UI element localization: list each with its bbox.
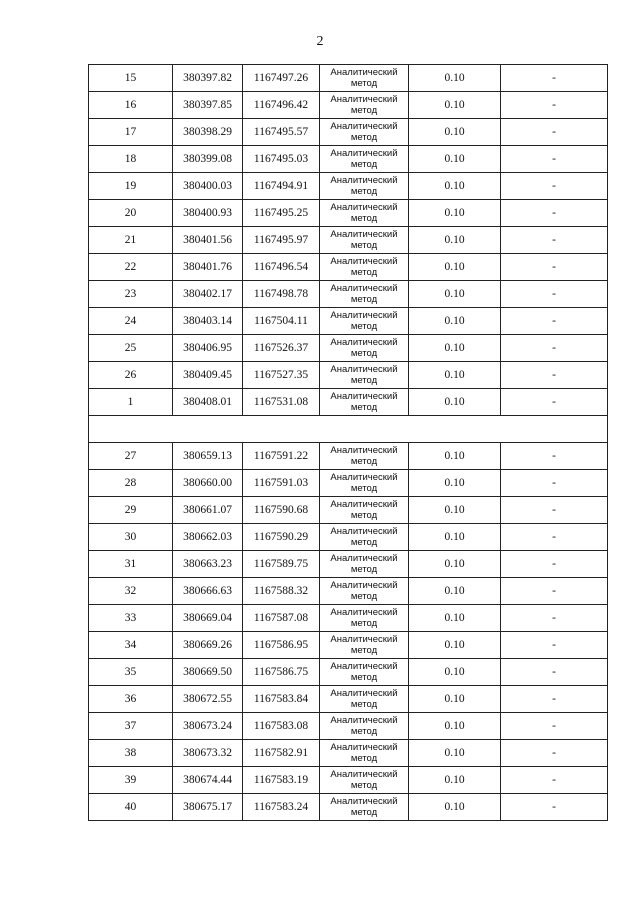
y-coordinate-cell: 1167583.08 bbox=[243, 713, 320, 740]
separator-row bbox=[89, 416, 608, 443]
x-coordinate-cell: 380408.01 bbox=[173, 389, 243, 416]
table-row bbox=[89, 686, 608, 713]
accuracy-cell: 0.10 bbox=[409, 497, 501, 524]
note-cell: - bbox=[501, 713, 608, 740]
accuracy-cell: 0.10 bbox=[409, 227, 501, 254]
method-cell bbox=[320, 524, 409, 551]
method-label-line1: Аналитический bbox=[330, 283, 398, 294]
method-cell bbox=[320, 767, 409, 794]
method-cell bbox=[320, 443, 409, 470]
method-cell bbox=[320, 173, 409, 200]
note-cell: - bbox=[501, 740, 608, 767]
table-row bbox=[89, 794, 608, 821]
method-cell bbox=[320, 65, 409, 92]
note-cell: - bbox=[501, 389, 608, 416]
note-cell: - bbox=[501, 632, 608, 659]
table-row bbox=[89, 659, 608, 686]
coordinates-table-body bbox=[89, 65, 608, 821]
method-label-line2: метод bbox=[350, 510, 378, 521]
y-coordinate-cell: 1167495.97 bbox=[243, 227, 320, 254]
note-cell: - bbox=[501, 605, 608, 632]
method-label-line1: Аналитический bbox=[330, 796, 398, 807]
y-coordinate-cell: 1167583.84 bbox=[243, 686, 320, 713]
method-cell bbox=[320, 713, 409, 740]
method-label-line1: Аналитический bbox=[330, 202, 398, 213]
x-coordinate-cell: 380406.95 bbox=[173, 335, 243, 362]
note-cell: - bbox=[501, 362, 608, 389]
accuracy-cell: 0.10 bbox=[409, 578, 501, 605]
method-cell bbox=[320, 200, 409, 227]
table-row bbox=[89, 443, 608, 470]
method-label-line1: Аналитический bbox=[330, 391, 398, 402]
method-label-line2: метод bbox=[350, 807, 378, 818]
method-cell bbox=[320, 551, 409, 578]
method-label-line1: Аналитический bbox=[330, 256, 398, 267]
note-cell: - bbox=[501, 65, 608, 92]
x-coordinate-cell: 380401.56 bbox=[173, 227, 243, 254]
point-number-cell: 36 bbox=[89, 686, 173, 713]
x-coordinate-cell: 380400.03 bbox=[173, 173, 243, 200]
accuracy-cell: 0.10 bbox=[409, 281, 501, 308]
point-number-cell: 17 bbox=[89, 119, 173, 146]
x-coordinate-cell: 380669.26 bbox=[173, 632, 243, 659]
note-cell: - bbox=[501, 227, 608, 254]
method-cell bbox=[320, 92, 409, 119]
table-row bbox=[89, 713, 608, 740]
table-row bbox=[89, 146, 608, 173]
method-label-line1: Аналитический bbox=[330, 67, 398, 78]
point-number-cell: 40 bbox=[89, 794, 173, 821]
method-cell bbox=[320, 605, 409, 632]
table-row bbox=[89, 308, 608, 335]
table-row bbox=[89, 740, 608, 767]
accuracy-cell: 0.10 bbox=[409, 632, 501, 659]
table-row bbox=[89, 200, 608, 227]
method-label-line2: метод bbox=[350, 132, 378, 143]
method-cell bbox=[320, 227, 409, 254]
accuracy-cell: 0.10 bbox=[409, 335, 501, 362]
note-cell: - bbox=[501, 146, 608, 173]
table-row bbox=[89, 470, 608, 497]
method-label-line1: Аналитический bbox=[330, 310, 398, 321]
accuracy-cell: 0.10 bbox=[409, 200, 501, 227]
method-label-line1: Аналитический bbox=[330, 121, 398, 132]
y-coordinate-cell: 1167587.08 bbox=[243, 605, 320, 632]
accuracy-cell: 0.10 bbox=[409, 254, 501, 281]
accuracy-cell: 0.10 bbox=[409, 686, 501, 713]
y-coordinate-cell: 1167494.91 bbox=[243, 173, 320, 200]
x-coordinate-cell: 380662.03 bbox=[173, 524, 243, 551]
method-label-line2: метод bbox=[350, 537, 378, 548]
accuracy-cell: 0.10 bbox=[409, 713, 501, 740]
point-number-cell: 24 bbox=[89, 308, 173, 335]
point-number-cell: 20 bbox=[89, 200, 173, 227]
table-row bbox=[89, 389, 608, 416]
point-number-cell: 23 bbox=[89, 281, 173, 308]
accuracy-cell: 0.10 bbox=[409, 362, 501, 389]
table-row bbox=[89, 65, 608, 92]
method-label-line2: метод bbox=[350, 780, 378, 791]
accuracy-cell: 0.10 bbox=[409, 470, 501, 497]
method-label-line1: Аналитический bbox=[330, 229, 398, 240]
y-coordinate-cell: 1167531.08 bbox=[243, 389, 320, 416]
y-coordinate-cell: 1167586.95 bbox=[243, 632, 320, 659]
accuracy-cell: 0.10 bbox=[409, 605, 501, 632]
accuracy-cell: 0.10 bbox=[409, 65, 501, 92]
y-coordinate-cell: 1167495.57 bbox=[243, 119, 320, 146]
y-coordinate-cell: 1167495.25 bbox=[243, 200, 320, 227]
method-cell bbox=[320, 335, 409, 362]
accuracy-cell: 0.10 bbox=[409, 92, 501, 119]
method-label-line2: метод bbox=[350, 159, 378, 170]
x-coordinate-cell: 380666.63 bbox=[173, 578, 243, 605]
table-row bbox=[89, 92, 608, 119]
point-number-cell: 26 bbox=[89, 362, 173, 389]
point-number-cell: 31 bbox=[89, 551, 173, 578]
x-coordinate-cell: 380660.00 bbox=[173, 470, 243, 497]
y-coordinate-cell: 1167498.78 bbox=[243, 281, 320, 308]
y-coordinate-cell: 1167504.11 bbox=[243, 308, 320, 335]
method-label-line1: Аналитический bbox=[330, 715, 398, 726]
method-cell bbox=[320, 146, 409, 173]
accuracy-cell: 0.10 bbox=[409, 308, 501, 335]
point-number-cell: 30 bbox=[89, 524, 173, 551]
note-cell: - bbox=[501, 308, 608, 335]
y-coordinate-cell: 1167591.03 bbox=[243, 470, 320, 497]
x-coordinate-cell: 380669.50 bbox=[173, 659, 243, 686]
x-coordinate-cell: 380409.45 bbox=[173, 362, 243, 389]
method-label-line2: метод bbox=[350, 753, 378, 764]
method-label-line1: Аналитический bbox=[330, 742, 398, 753]
method-label-line2: метод bbox=[350, 483, 378, 494]
method-cell bbox=[320, 281, 409, 308]
method-label-line1: Аналитический bbox=[330, 175, 398, 186]
method-cell bbox=[320, 470, 409, 497]
method-label-line2: метод bbox=[350, 618, 378, 629]
method-label-line1: Аналитический bbox=[330, 769, 398, 780]
y-coordinate-cell: 1167588.32 bbox=[243, 578, 320, 605]
y-coordinate-cell: 1167496.54 bbox=[243, 254, 320, 281]
x-coordinate-cell: 380403.14 bbox=[173, 308, 243, 335]
point-number-cell: 28 bbox=[89, 470, 173, 497]
x-coordinate-cell: 380659.13 bbox=[173, 443, 243, 470]
y-coordinate-cell: 1167583.19 bbox=[243, 767, 320, 794]
method-cell bbox=[320, 794, 409, 821]
method-label-line1: Аналитический bbox=[330, 364, 398, 375]
point-number-cell: 35 bbox=[89, 659, 173, 686]
method-cell bbox=[320, 362, 409, 389]
y-coordinate-cell: 1167495.03 bbox=[243, 146, 320, 173]
x-coordinate-cell: 380399.08 bbox=[173, 146, 243, 173]
method-cell bbox=[320, 659, 409, 686]
point-number-cell: 16 bbox=[89, 92, 173, 119]
y-coordinate-cell: 1167590.68 bbox=[243, 497, 320, 524]
point-number-cell: 38 bbox=[89, 740, 173, 767]
note-cell: - bbox=[501, 119, 608, 146]
point-number-cell: 18 bbox=[89, 146, 173, 173]
point-number-cell: 33 bbox=[89, 605, 173, 632]
x-coordinate-cell: 380674.44 bbox=[173, 767, 243, 794]
x-coordinate-cell: 380663.23 bbox=[173, 551, 243, 578]
x-coordinate-cell: 380673.24 bbox=[173, 713, 243, 740]
accuracy-cell: 0.10 bbox=[409, 146, 501, 173]
method-label-line2: метод bbox=[350, 267, 378, 278]
method-cell bbox=[320, 119, 409, 146]
note-cell: - bbox=[501, 497, 608, 524]
table-row bbox=[89, 524, 608, 551]
note-cell: - bbox=[501, 335, 608, 362]
x-coordinate-cell: 380400.93 bbox=[173, 200, 243, 227]
accuracy-cell: 0.10 bbox=[409, 740, 501, 767]
method-label-line2: метод bbox=[350, 375, 378, 386]
accuracy-cell: 0.10 bbox=[409, 794, 501, 821]
accuracy-cell: 0.10 bbox=[409, 767, 501, 794]
y-coordinate-cell: 1167586.75 bbox=[243, 659, 320, 686]
method-label-line2: метод bbox=[350, 564, 378, 575]
table-row bbox=[89, 551, 608, 578]
method-label-line2: метод bbox=[350, 78, 378, 89]
table-row bbox=[89, 767, 608, 794]
method-label-line1: Аналитический bbox=[330, 661, 398, 672]
x-coordinate-cell: 380669.04 bbox=[173, 605, 243, 632]
note-cell: - bbox=[501, 578, 608, 605]
method-label-line2: метод bbox=[350, 456, 378, 467]
method-label-line2: метод bbox=[350, 591, 378, 602]
table-row bbox=[89, 362, 608, 389]
method-label-line1: Аналитический bbox=[330, 472, 398, 483]
accuracy-cell: 0.10 bbox=[409, 524, 501, 551]
method-label-line1: Аналитический bbox=[330, 580, 398, 591]
y-coordinate-cell: 1167496.42 bbox=[243, 92, 320, 119]
method-label-line2: метод bbox=[350, 105, 378, 116]
x-coordinate-cell: 380675.17 bbox=[173, 794, 243, 821]
x-coordinate-cell: 380401.76 bbox=[173, 254, 243, 281]
table-row bbox=[89, 119, 608, 146]
y-coordinate-cell: 1167582.91 bbox=[243, 740, 320, 767]
x-coordinate-cell: 380397.85 bbox=[173, 92, 243, 119]
separator-cell bbox=[89, 416, 608, 443]
method-label-line2: метод bbox=[350, 348, 378, 359]
note-cell: - bbox=[501, 200, 608, 227]
table-row bbox=[89, 632, 608, 659]
method-cell bbox=[320, 578, 409, 605]
table-row bbox=[89, 281, 608, 308]
method-label-line1: Аналитический bbox=[330, 688, 398, 699]
method-label-line1: Аналитический bbox=[330, 94, 398, 105]
table-row bbox=[89, 578, 608, 605]
method-label-line2: метод bbox=[350, 186, 378, 197]
note-cell: - bbox=[501, 659, 608, 686]
method-label-line2: метод bbox=[350, 672, 378, 683]
table-row bbox=[89, 335, 608, 362]
method-label-line1: Аналитический bbox=[330, 337, 398, 348]
point-number-cell: 19 bbox=[89, 173, 173, 200]
x-coordinate-cell: 380673.32 bbox=[173, 740, 243, 767]
method-label-line2: метод bbox=[350, 699, 378, 710]
x-coordinate-cell: 380398.29 bbox=[173, 119, 243, 146]
method-label-line1: Аналитический bbox=[330, 553, 398, 564]
note-cell: - bbox=[501, 470, 608, 497]
method-label-line2: метод bbox=[350, 213, 378, 224]
table-row bbox=[89, 227, 608, 254]
y-coordinate-cell: 1167589.75 bbox=[243, 551, 320, 578]
x-coordinate-cell: 380402.17 bbox=[173, 281, 243, 308]
method-cell bbox=[320, 740, 409, 767]
table-row bbox=[89, 497, 608, 524]
point-number-cell: 1 bbox=[89, 389, 173, 416]
accuracy-cell: 0.10 bbox=[409, 659, 501, 686]
x-coordinate-cell: 380661.07 bbox=[173, 497, 243, 524]
accuracy-cell: 0.10 bbox=[409, 443, 501, 470]
coordinates-table bbox=[88, 64, 608, 821]
point-number-cell: 37 bbox=[89, 713, 173, 740]
y-coordinate-cell: 1167497.26 bbox=[243, 65, 320, 92]
y-coordinate-cell: 1167583.24 bbox=[243, 794, 320, 821]
point-number-cell: 29 bbox=[89, 497, 173, 524]
accuracy-cell: 0.10 bbox=[409, 173, 501, 200]
point-number-cell: 21 bbox=[89, 227, 173, 254]
note-cell: - bbox=[501, 92, 608, 119]
x-coordinate-cell: 380672.55 bbox=[173, 686, 243, 713]
accuracy-cell: 0.10 bbox=[409, 551, 501, 578]
method-cell bbox=[320, 497, 409, 524]
accuracy-cell: 0.10 bbox=[409, 119, 501, 146]
method-cell bbox=[320, 632, 409, 659]
table-row bbox=[89, 605, 608, 632]
method-label-line1: Аналитический bbox=[330, 499, 398, 510]
point-number-cell: 39 bbox=[89, 767, 173, 794]
page-number: 2 bbox=[316, 34, 324, 49]
method-label-line1: Аналитический bbox=[330, 634, 398, 645]
method-label-line2: метод bbox=[350, 402, 378, 413]
point-number-cell: 32 bbox=[89, 578, 173, 605]
note-cell: - bbox=[501, 794, 608, 821]
method-cell bbox=[320, 686, 409, 713]
method-cell bbox=[320, 254, 409, 281]
method-label-line2: метод bbox=[350, 726, 378, 737]
method-label-line2: метод bbox=[350, 321, 378, 332]
note-cell: - bbox=[501, 281, 608, 308]
table-row bbox=[89, 173, 608, 200]
method-label-line1: Аналитический bbox=[330, 526, 398, 537]
point-number-cell: 34 bbox=[89, 632, 173, 659]
note-cell: - bbox=[501, 524, 608, 551]
note-cell: - bbox=[501, 767, 608, 794]
table-row bbox=[89, 254, 608, 281]
x-coordinate-cell: 380397.82 bbox=[173, 65, 243, 92]
point-number-cell: 15 bbox=[89, 65, 173, 92]
method-label-line1: Аналитический bbox=[330, 148, 398, 159]
accuracy-cell: 0.10 bbox=[409, 389, 501, 416]
y-coordinate-cell: 1167526.37 bbox=[243, 335, 320, 362]
note-cell: - bbox=[501, 551, 608, 578]
point-number-cell: 27 bbox=[89, 443, 173, 470]
note-cell: - bbox=[501, 254, 608, 281]
method-label-line2: метод bbox=[350, 645, 378, 656]
y-coordinate-cell: 1167591.22 bbox=[243, 443, 320, 470]
method-label-line1: Аналитический bbox=[330, 445, 398, 456]
point-number-cell: 25 bbox=[89, 335, 173, 362]
method-cell bbox=[320, 308, 409, 335]
y-coordinate-cell: 1167590.29 bbox=[243, 524, 320, 551]
method-label-line2: метод bbox=[350, 240, 378, 251]
y-coordinate-cell: 1167527.35 bbox=[243, 362, 320, 389]
method-cell bbox=[320, 389, 409, 416]
method-label-line1: Аналитический bbox=[330, 607, 398, 618]
method-label-line2: метод bbox=[350, 294, 378, 305]
note-cell: - bbox=[501, 443, 608, 470]
point-number-cell: 22 bbox=[89, 254, 173, 281]
note-cell: - bbox=[501, 173, 608, 200]
note-cell: - bbox=[501, 686, 608, 713]
